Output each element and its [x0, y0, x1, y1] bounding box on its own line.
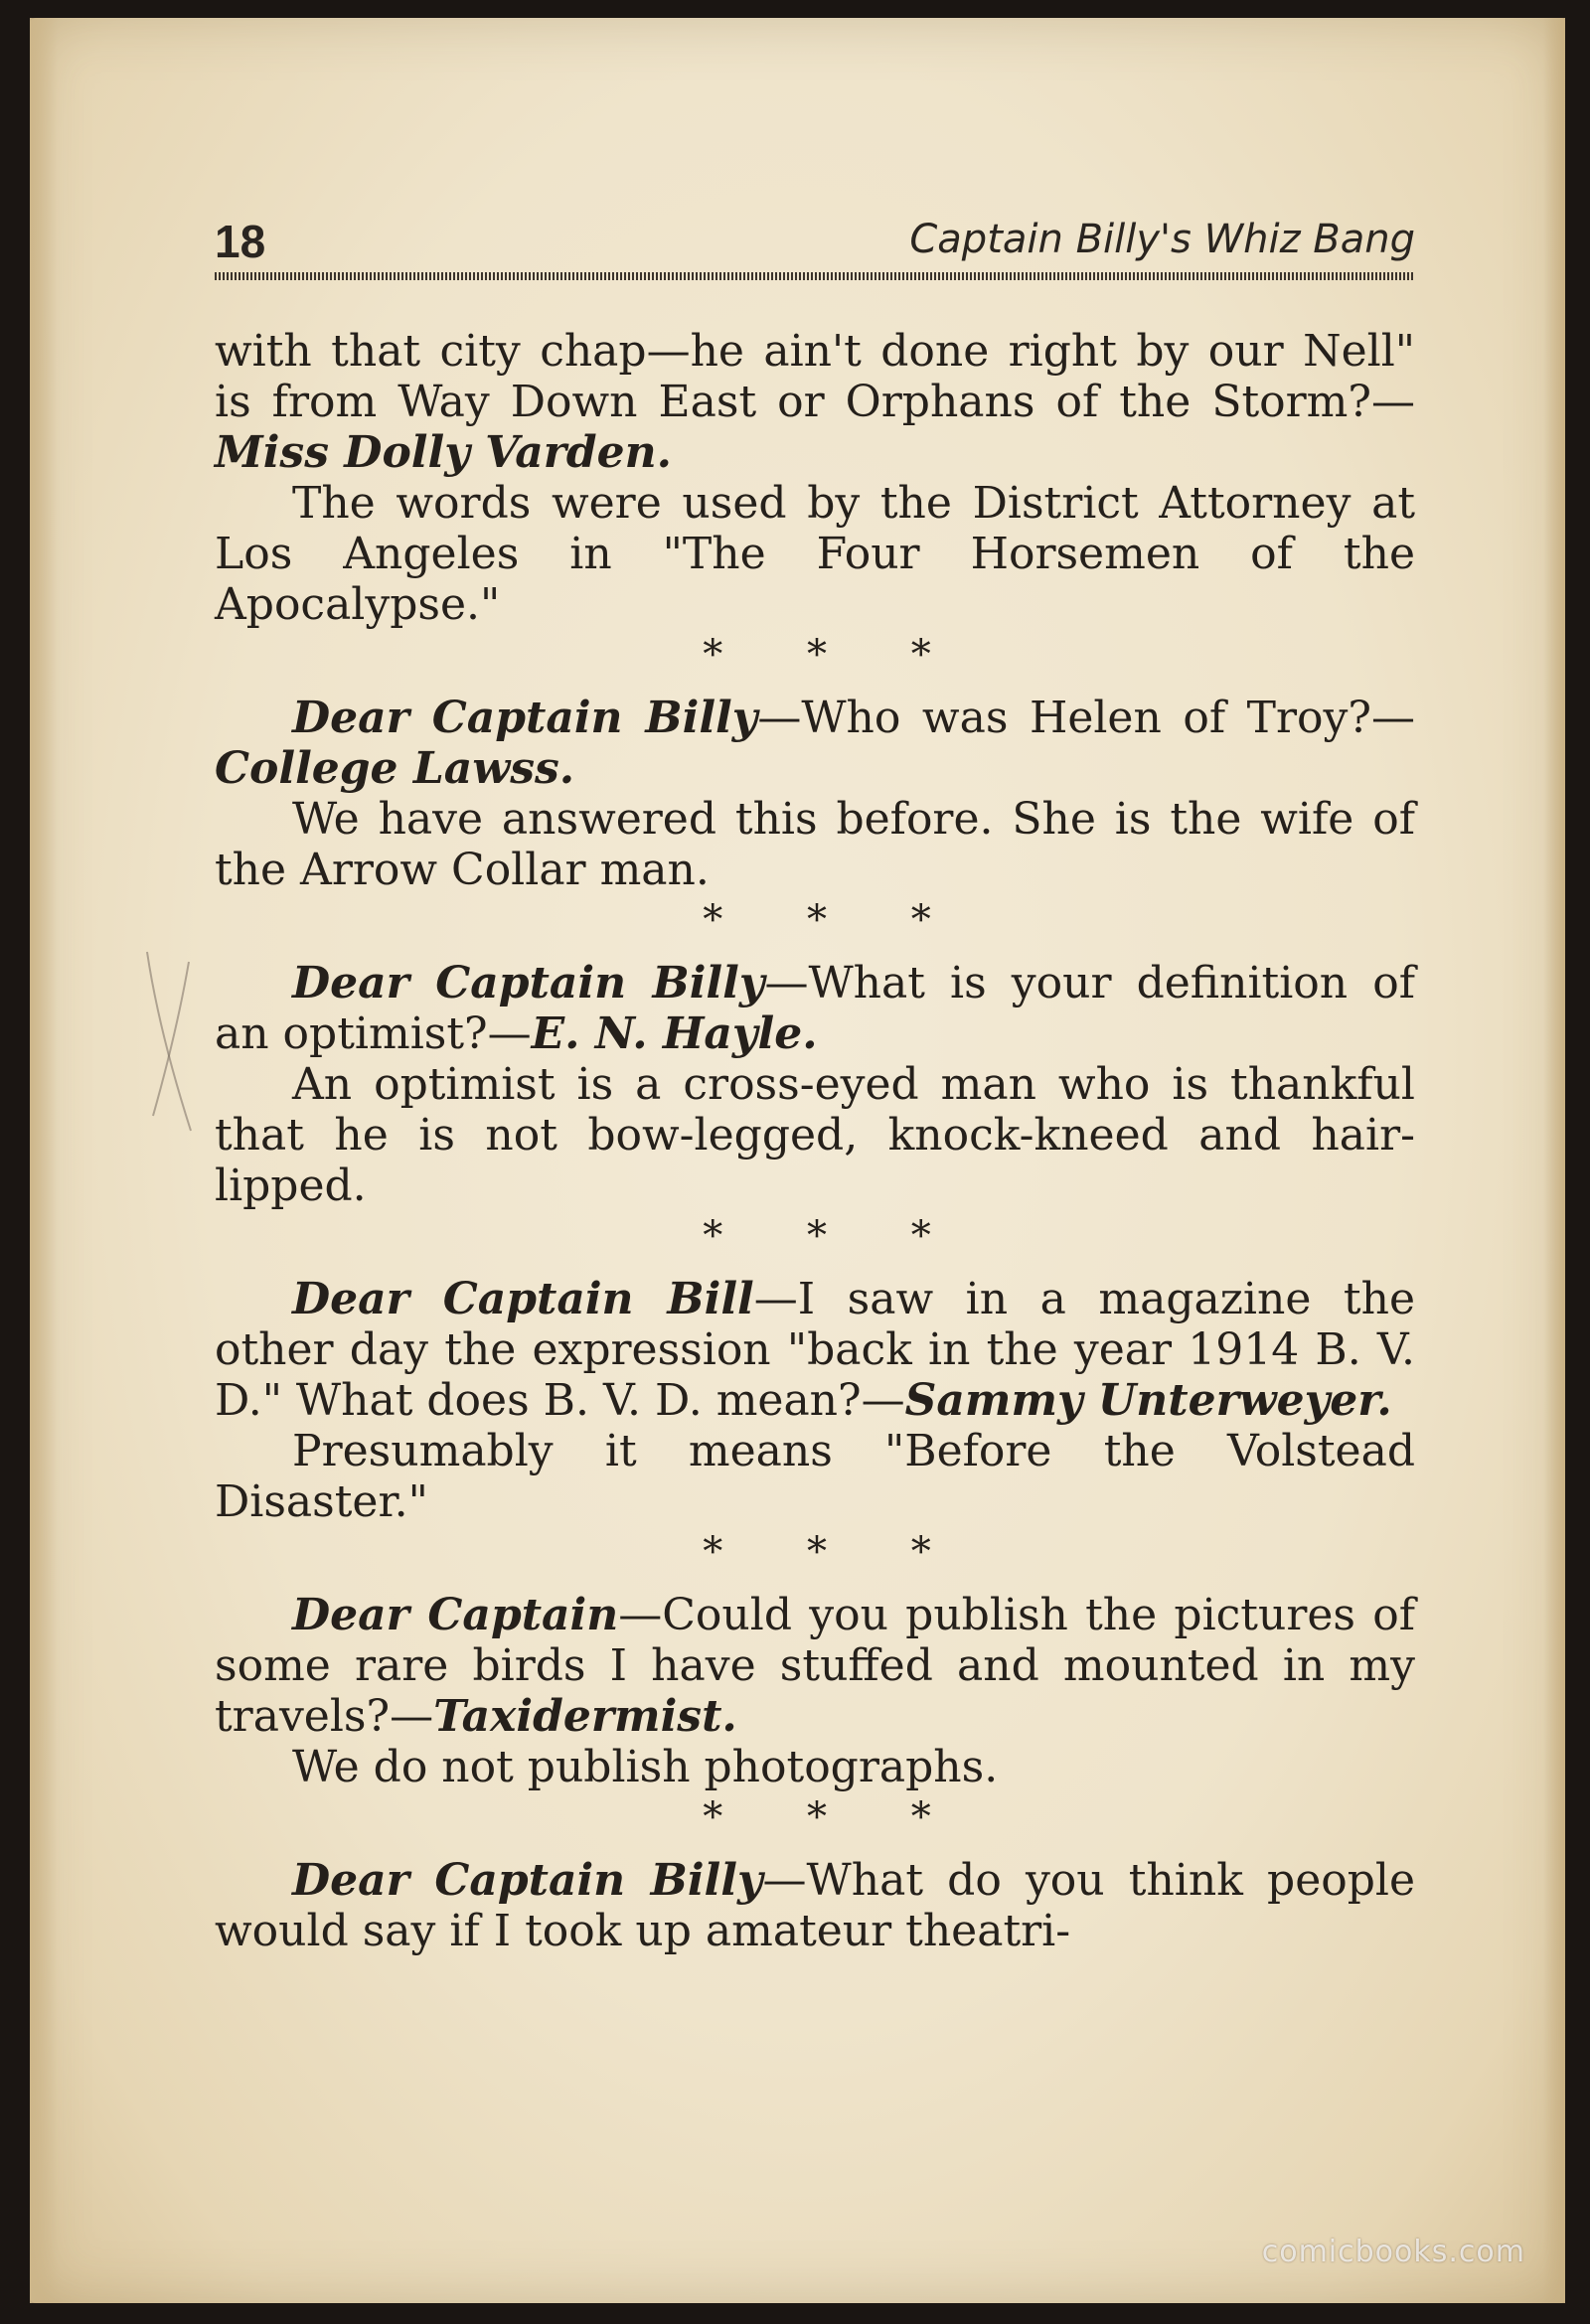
answer-paragraph: The words were used by the District Attorney at Los Angeles in "The Four Horsemen of the Apocalypse.": [215, 478, 1415, 630]
salutation: Dear Captain Billy: [292, 693, 758, 743]
answer-paragraph: We have answered this before. She is the wife of the Arrow Collar man.: [215, 794, 1415, 895]
signature: Miss Dolly Varden.: [215, 427, 672, 478]
question-paragraph: [215, 1590, 1415, 1742]
separator-stars: * * *: [703, 1794, 967, 1840]
salutation: Dear Captain Billy: [292, 1855, 763, 1906]
pencil-x-mark: [139, 942, 199, 1141]
question-text: with that city chap—he ain't done right by our Nell" is from Way Down East or Orphans of the Storm?—: [215, 326, 1415, 427]
salutation: Dear Captain Billy: [292, 958, 765, 1008]
salutation: Dear Captain Bill: [292, 1274, 754, 1324]
question-paragraph: [215, 693, 1415, 794]
question-text: —Could you publish the pictures of some rare birds I have stuffed and mounted in my travels?—: [215, 1590, 1415, 1742]
question-paragraph: [215, 326, 1415, 478]
question-text: —What is your definition of an optimist?—: [215, 958, 1415, 1059]
separator-stars: * * *: [703, 897, 967, 943]
running-title: Captain Billy's Whiz Bang: [909, 217, 1415, 262]
question-paragraph: [215, 1855, 1415, 1956]
question-text: —I saw in a magazine the other day the expression "back in the year 1914 B. V. D." What does B. V. D. mean?—: [215, 1274, 1415, 1426]
answer-paragraph: Presumably it means "Before the Volstead Disaster.": [215, 1426, 1415, 1527]
separator-stars: * * *: [703, 632, 967, 678]
header-rule: [215, 272, 1415, 280]
watermark: comicbooks.com: [1261, 2235, 1525, 2269]
question-text: —Who was Helen of Troy?—: [757, 693, 1415, 743]
question-paragraph: [215, 1274, 1415, 1426]
page-number: 18: [215, 216, 266, 267]
separator-stars: * * *: [703, 1529, 967, 1575]
signature: E. N. Hayle.: [531, 1008, 818, 1059]
signature: Taxidermist.: [433, 1691, 737, 1742]
signature: Sammy Unterweyer.: [904, 1375, 1392, 1426]
letters-column: [215, 326, 1415, 1956]
page-header: [215, 207, 1415, 286]
question-paragraph: [215, 958, 1415, 1059]
answer-paragraph: We do not publish photographs.: [292, 1742, 999, 1792]
separator-stars: * * *: [703, 1213, 967, 1259]
signature: College Lawss.: [215, 743, 575, 794]
question-text: —What do you think people would say if I took up amateur theatri-: [215, 1855, 1415, 1956]
salutation: Dear Captain: [292, 1590, 619, 1640]
answer-paragraph: An optimist is a cross-eyed man who is thankful that he is not bow-legged, knock-kneed and hair-lipped.: [215, 1059, 1415, 1211]
magazine-page: [30, 18, 1565, 2303]
